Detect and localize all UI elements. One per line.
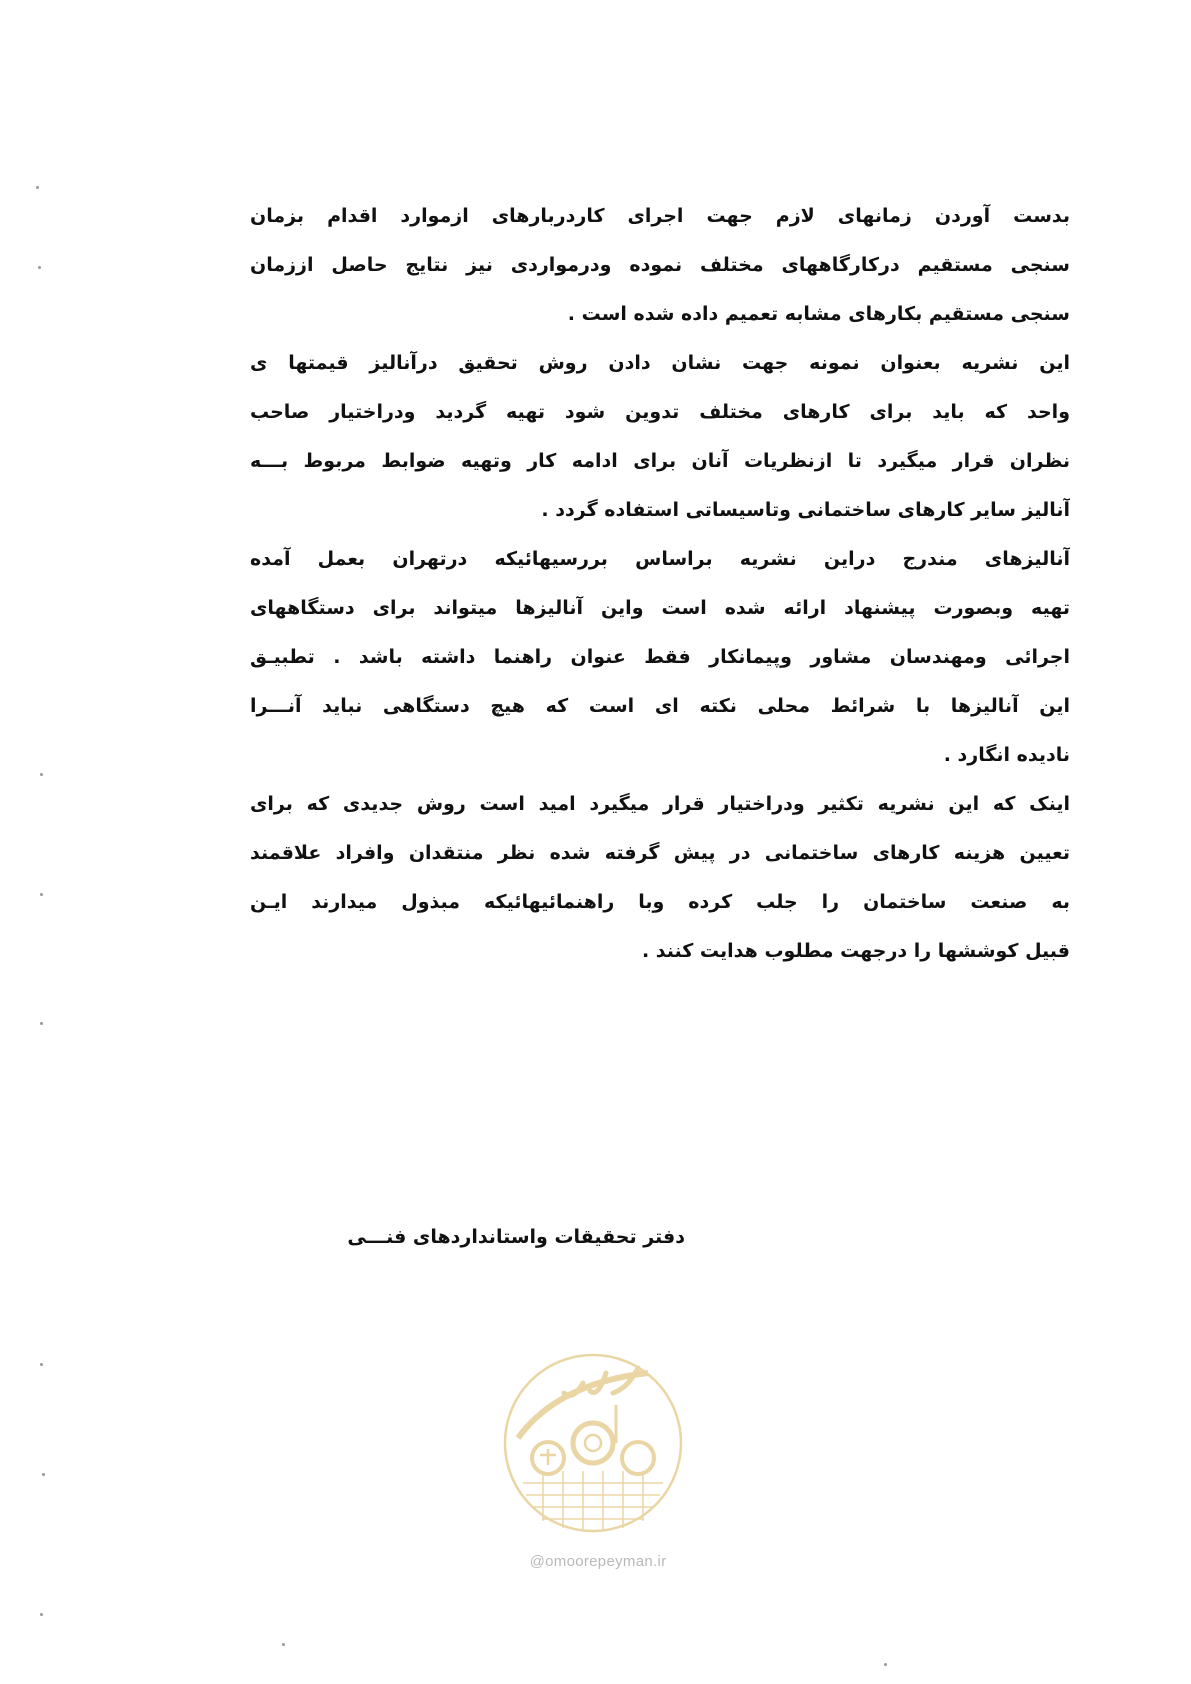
text-line: اجرائی ومهندسان مشاور وپیمانکار فقط عنوان راهنما داشته باشد . تطبیـق	[250, 646, 1070, 668]
paragraph-1	[250, 192, 1070, 339]
scan-speck	[40, 1022, 43, 1025]
text-line: سنجی مستقیم بکارهای مشابه تعمیم داده شده است .	[567, 303, 1070, 325]
scan-speck	[40, 1363, 43, 1366]
watermark-url: @omoorepeyman.ir	[529, 1553, 667, 1570]
scan-speck	[40, 1613, 43, 1616]
text-line: بدست آوردن زمانهای لازم جهت اجرای کاردربارهای ازموارد اقدام بزمان	[250, 205, 1070, 227]
scan-speck	[40, 773, 43, 776]
watermark-logo-icon	[498, 1343, 688, 1548]
signature-office: دفتر تحقیقات واستانداردهای فنـــی	[347, 1226, 685, 1248]
paragraph-4	[250, 780, 1070, 976]
text-line: تعیین هزینه کارهای ساختمانی در پیش گرفته شده نظر منتقدان وافراد علاقمند	[250, 842, 1070, 864]
text-line: سنجی مستقیم درکارگاههای مختلف نموده ودرمواردی نیز نتایج حاصل اززمان	[250, 254, 1070, 276]
text-line: این نشریه بعنوان نمونه جهت نشان دادن روش تحقیق درآنالیز قیمتها ی	[250, 352, 1070, 374]
scan-speck	[282, 1643, 285, 1646]
scan-speck	[42, 1473, 45, 1476]
paragraph-2	[250, 339, 1070, 535]
text-line: قبیل کوششها را درجهت مطلوب هدایت کنند .	[641, 940, 1070, 962]
text-line: نظران قرار میگیرد تا ازنظریات آنان برای ادامه کار وتهیه ضوابط مربوط بـــه	[250, 450, 1070, 472]
scan-speck	[36, 186, 39, 189]
text-line: آنالیزهای مندرج دراین نشریه براساس بررسیهائیکه درتهران بعمل آمده	[250, 548, 1070, 570]
text-line: این آنالیزها با شرائط محلی نکته ای است که هیچ دستگاهی نباید آنـــرا	[250, 695, 1070, 717]
document-body	[250, 192, 1070, 976]
scan-speck	[884, 1663, 887, 1666]
scan-speck	[40, 893, 43, 896]
text-line: واحد که باید برای کارهای مختلف تدوین شود تهیه گردید ودراختیار صاحب	[250, 401, 1070, 423]
scan-speck	[38, 266, 41, 269]
text-line: تهیه وبصورت پیشنهاد ارائه شده است واین آنالیزها میتواند برای دستگاههای	[250, 597, 1070, 619]
text-line: اینک که این نشریه تکثیر ودراختیار قرار میگیرد امید است روش جدیدی که برای	[250, 793, 1070, 815]
text-line: نادیده انگارد .	[943, 744, 1070, 766]
text-line: آنالیز سایر کارهای ساختمانی وتاسیساتی استفاده گردد .	[541, 499, 1070, 521]
paragraph-3	[250, 535, 1070, 780]
text-line: به صنعت ساختمان را جلب کرده وبا راهنمائیهائیکه مبذول میدارند ایـن	[250, 891, 1070, 913]
